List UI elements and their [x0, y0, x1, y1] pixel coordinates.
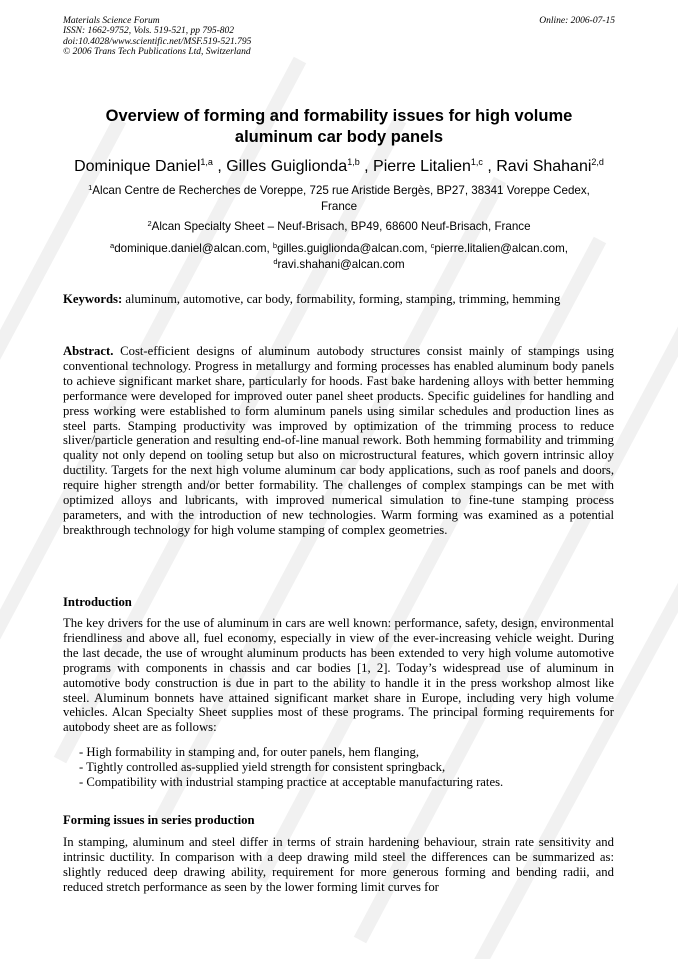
paper-title [40, 106, 638, 148]
email-link[interactable]: gilles.guiglionda@alcan.com, [277, 242, 431, 255]
affiliation-text: France [320, 200, 358, 213]
affiliation-superscript: 1 [88, 183, 93, 192]
affiliation-text: Alcan Specialty Sheet – Neuf-Brisach, BP49, 68600 Neuf-Brisach, France [151, 220, 531, 233]
requirements-list [79, 745, 619, 790]
issn-line: ISSN: 1662-9752, Vols. 519-521, pp 795-802 [63, 26, 234, 37]
email-list [40, 241, 638, 273]
author-separator: , [217, 158, 227, 175]
author-separator: , [364, 158, 374, 175]
author-superscript: 1,a [200, 157, 213, 167]
section-heading-introduction: Introduction [63, 595, 132, 609]
email-link[interactable]: pierre.litalien@alcan.com, [434, 242, 568, 255]
online-date: Online: 2006-07-15 [539, 16, 615, 26]
affiliation-superscript: 2 [147, 219, 152, 228]
author-list [30, 157, 648, 177]
author-name: Gilles Guiglionda [226, 158, 348, 175]
affiliation-1 [40, 183, 638, 215]
introduction-paragraph: The key drivers for the use of aluminum in cars are well known: performance, safety, design, environmental friendliness and above all, fuel economy, especially in view of the ever-increasing vehicle weight. During the last decade, the use of wrought aluminum products has been extended to very high volume automotive programs with components in chassis and car bodies [1, 2]. Today’s widespread use of aluminum in automotive body construction is due in part to the ability to handle it in the press workshop almost like steel. Aluminum bonnets have attained significant market share in Europe, including very high volume vehicles. Alcan Specialty Sheet supplies most of these programs. The principal forming requirements for autobody sheet are as follows: [63, 616, 614, 735]
email-superscript: a [110, 241, 115, 250]
journal-name: Materials Science Forum [63, 16, 160, 26]
abstract-label: Abstract. [63, 344, 114, 358]
email-superscript: b [272, 241, 278, 250]
keywords-line [63, 292, 623, 307]
journal-info [63, 16, 615, 58]
affiliation-2 [40, 219, 638, 235]
email-superscript: c [430, 241, 435, 250]
copyright-line: © 2006 Trans Tech Publications Ltd, Switzerland [63, 47, 251, 58]
email-superscript: d [273, 257, 278, 266]
doi-link[interactable]: doi:10.4028/www.scientific.net/MSF.519-521.795 [63, 36, 252, 47]
journal-header [63, 16, 615, 58]
list-item: - High formability in stamping and, for outer panels, hem flanging, [79, 745, 420, 759]
abstract-text: Cost-efficient designs of aluminum autobody structures consist mainly of stampings using conventional technology. Progress in metallurgy and forming processes has enabled aluminum body panels to achieve significant market share, particularly for hoods. Fast bake hardening alloys with better hemming performance were developed for improved outer panel sheet products. Specific guidelines for handling and press working were established to form aluminum panels using similar schedules and production lines as steel parts. Stamping productivity was improved by optimization of the trimming process to reduce sliver/particle generation and resulting end-of-line manual rework. Both hemming formability and trimming quality not only depend on tooling setup but also on microstructural features, which govern intrinsic alloy ductility. Targets for the next high volume aluminum car body applications, such as roof panels and doors, require higher strength and/or better formability. The challenges of complex stampings can be met with optimized alloys and lubricants, with improved numerical simulation to fine-tune stamping process parameters, and with the introduction of new technologies. Warm forming was examined as a potential breakthrough technology for high volume stamping of complex geometries. [63, 344, 614, 537]
keywords-label: Keywords: [63, 292, 123, 306]
title-line-1: Overview of forming and formability issues for high volume [105, 107, 573, 125]
abstract-paragraph [63, 344, 614, 538]
author-superscript: 1,c [470, 157, 483, 167]
author-name: Ravi Shahani [496, 158, 592, 175]
list-item: - Tightly controlled as-supplied yield strength for consistent springback, [79, 759, 446, 774]
author-name: Pierre Litalien [373, 158, 471, 175]
section-heading-forming-issues: Forming issues in series production [63, 813, 255, 827]
title-line-2: aluminum car body panels [234, 128, 444, 146]
email-link[interactable]: dominique.daniel@alcan.com, [114, 242, 273, 255]
list-item: - Compatibility with industrial stamping practice at acceptable manufacturing rates. [79, 774, 504, 789]
author-superscript: 1,b [347, 157, 360, 167]
affiliation-text: Alcan Centre de Recherches de Voreppe, 725 rue Aristide Bergès, BP27, 38341 Voreppe Cedex, [92, 184, 590, 197]
author-name: Dominique Daniel [74, 158, 201, 175]
keywords-text: aluminum, automotive, car body, formability, forming, stamping, trimming, hemming [122, 292, 561, 306]
author-superscript: 2,d [591, 157, 604, 167]
email-link[interactable]: ravi.shahani@alcan.com [277, 258, 405, 271]
author-separator: , [487, 158, 497, 175]
forming-issues-paragraph: In stamping, aluminum and steel differ in terms of strain hardening behaviour, strain rate sensitivity and intrinsic ductility. In comparison with a deep drawing mild steel the differences can be summarized as: slightly reduced deep drawing ability, requirement for more generous forming and bending radii, and reduced stretch performance as seen by the lower forming limit curves for [63, 835, 614, 894]
